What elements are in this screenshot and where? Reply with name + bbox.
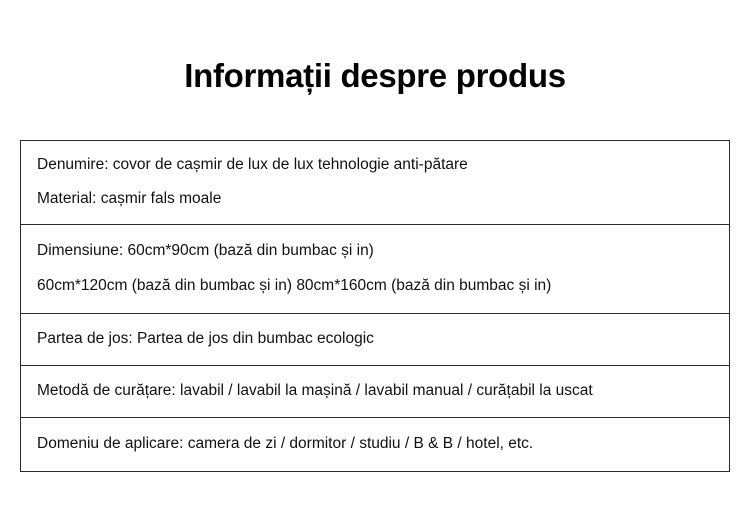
spec-line: Dimensiune: 60cm*90cm (bază din bumbac și in) — [37, 241, 374, 259]
spec-line: 60cm*120cm (bază din bumbac și in) 80cm*160cm (bază din bumbac și in) — [37, 276, 552, 294]
spec-line: Domeniu de aplicare: camera de zi / dormitor / studiu / B & B / hotel, etc. — [37, 434, 534, 452]
product-spec-table — [20, 140, 730, 472]
page-title: Informații despre produs — [184, 57, 566, 94]
table-row — [21, 314, 729, 366]
table-row — [21, 418, 729, 473]
table-row — [21, 366, 729, 418]
spec-line: Partea de jos: Partea de jos din bumbac ecologic — [37, 329, 374, 347]
table-row — [21, 141, 729, 225]
table-row — [21, 225, 729, 314]
spec-line: Denumire: covor de cașmir de lux de lux tehnologie anti-pătare — [37, 156, 468, 173]
spec-line: Metodă de curățare: lavabil / lavabil la mașină / lavabil manual / curățabil la uscat — [37, 381, 593, 399]
spec-line: Material: cașmir fals moale — [37, 189, 222, 207]
